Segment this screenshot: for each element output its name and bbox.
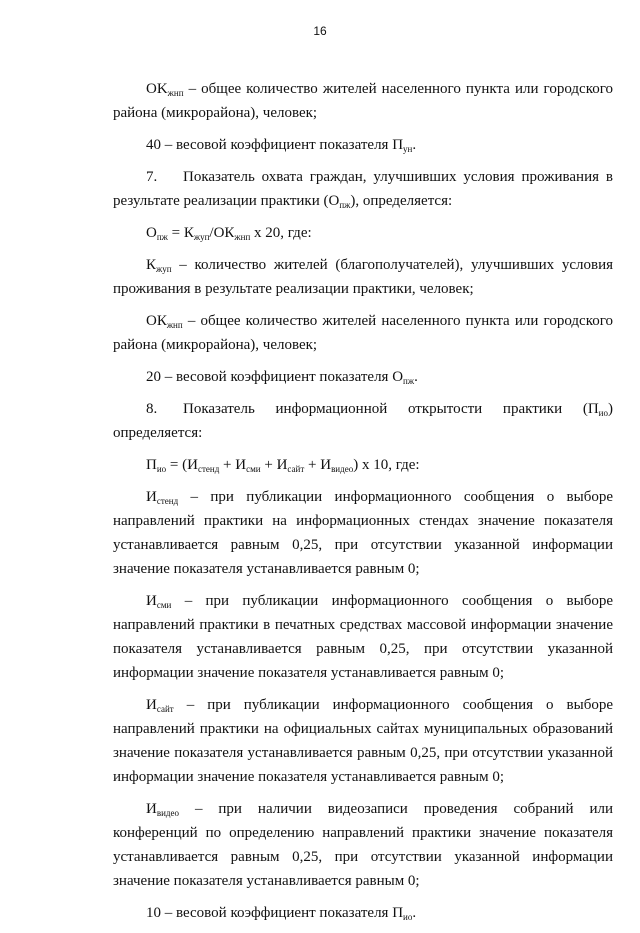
- subscript-text: ио: [598, 408, 608, 418]
- paragraph-p1: [113, 77, 613, 125]
- paragraph-text: /ОК: [209, 225, 235, 241]
- paragraph-text: П: [146, 457, 157, 473]
- paragraph-text: = К: [167, 225, 194, 241]
- paragraph-text: ) определяется:: [113, 401, 613, 441]
- paragraph-number: 8.: [146, 401, 158, 417]
- paragraph-p3: [113, 165, 613, 213]
- paragraph-text: – общее количество жителей населенного пункта или городского района (микрорайона), человек;: [113, 313, 613, 353]
- subscript-text: видео: [156, 808, 179, 818]
- paragraph-text: 20 – весовой коэффициент показателя О: [146, 369, 404, 385]
- paragraph-text: И: [146, 593, 157, 609]
- paragraph-text: И: [146, 801, 157, 817]
- paragraph-p14: [113, 901, 613, 925]
- paragraph-p6: [113, 309, 613, 357]
- subscript-text: стенд: [197, 464, 220, 474]
- paragraph-number: 7.: [146, 169, 158, 185]
- paragraph-p2: [113, 133, 613, 157]
- paragraph-text: .: [414, 369, 418, 385]
- subscript-text: пж: [156, 232, 168, 242]
- paragraph-text: ОК: [146, 313, 167, 329]
- subscript-text: сайт: [287, 464, 305, 474]
- paragraph-text: Показатель информационной открытости практики (П: [183, 401, 599, 417]
- subscript-text: жуп: [193, 232, 210, 242]
- paragraph-p10: [113, 485, 613, 581]
- paragraph-text: – при публикации информационного сообщения о выборе направлений практики в печатных средствах массовой информации значение показателя устанавливается равным 0,25, при отсутствии указанной информации значение показателя устанавливается равным 0;: [113, 593, 613, 681]
- paragraph-p8: [113, 397, 613, 445]
- subscript-text: сми: [246, 464, 261, 474]
- paragraph-text: И: [146, 489, 157, 505]
- paragraph-text: И: [146, 697, 157, 713]
- paragraph-text: ) х 10, где:: [353, 457, 420, 473]
- paragraph-text: = (И: [166, 457, 198, 473]
- paragraph-text: .: [412, 905, 417, 921]
- subscript-text: жнп: [166, 320, 183, 330]
- subscript-text: ио: [156, 464, 167, 474]
- subscript-text: жуп: [156, 264, 172, 274]
- paragraph-text: О: [146, 225, 157, 241]
- subscript-text: жнп: [167, 88, 184, 98]
- subscript-text: жнп: [234, 232, 251, 242]
- paragraph-text: + И: [304, 457, 332, 473]
- paragraph-text: – при наличии видеозаписи проведения собраний или конференций по определению направлений практики значение показателя устанавливается равным 0,25, при отсутствии указанной информации значение показателя устанавливается равным 0;: [113, 801, 613, 889]
- subscript-text: стенд: [156, 496, 179, 506]
- subscript-text: пж: [339, 200, 351, 210]
- paragraph-text: .: [412, 137, 417, 153]
- paragraph-p5: [113, 253, 613, 301]
- page-number: 16: [313, 24, 327, 38]
- subscript-text: ун: [403, 144, 413, 154]
- paragraph-p13: [113, 797, 613, 893]
- paragraph-text: К: [146, 257, 157, 273]
- paragraph-text: + И: [219, 457, 247, 473]
- document-body: [113, 77, 613, 933]
- paragraph-text: – общее количество жителей населенного пункта или городского района (микрорайона), человек;: [113, 81, 613, 121]
- paragraph-text: ), определяется:: [350, 193, 453, 209]
- paragraph-text: – при публикации информационного сообщения о выборе направлений практики на официальных сайтах муниципальных образований значение показателя устанавливается равным 0,25, при отсутствии указанной информации значение показателя устанавливается равным 0;: [113, 697, 613, 785]
- paragraph-text: – количество жителей (благополучателей), улучшивших условия проживания в результате реализации практики, человек;: [113, 257, 613, 297]
- paragraph-text: + И: [260, 457, 288, 473]
- paragraph-p11: [113, 589, 613, 685]
- paragraph-text: OK: [146, 81, 168, 97]
- paragraph-text: 10 – весовой коэффициент показателя П: [146, 905, 404, 921]
- subscript-text: ио: [403, 912, 413, 922]
- paragraph-text: Показатель охвата граждан, улучшивших условия проживания в результате реализации практики (О: [113, 169, 613, 209]
- paragraph-p7: [113, 365, 613, 389]
- subscript-text: пж: [403, 376, 415, 386]
- paragraph-text: 40 – весовой коэффициент показателя П: [146, 137, 404, 153]
- paragraph-p12: [113, 693, 613, 789]
- subscript-text: видео: [331, 464, 354, 474]
- paragraph-p4: [113, 221, 613, 245]
- subscript-text: сайт: [156, 704, 174, 714]
- paragraph-text: – при публикации информационного сообщения о выборе направлений практики на информационных стендах значение показателя устанавливается равным 0,25, при отсутствии указанной информации значение показателя устанавливается равным 0;: [113, 489, 613, 577]
- paragraph-p9: [113, 453, 613, 477]
- paragraph-text: х 20, где:: [250, 225, 312, 241]
- subscript-text: сми: [156, 600, 172, 610]
